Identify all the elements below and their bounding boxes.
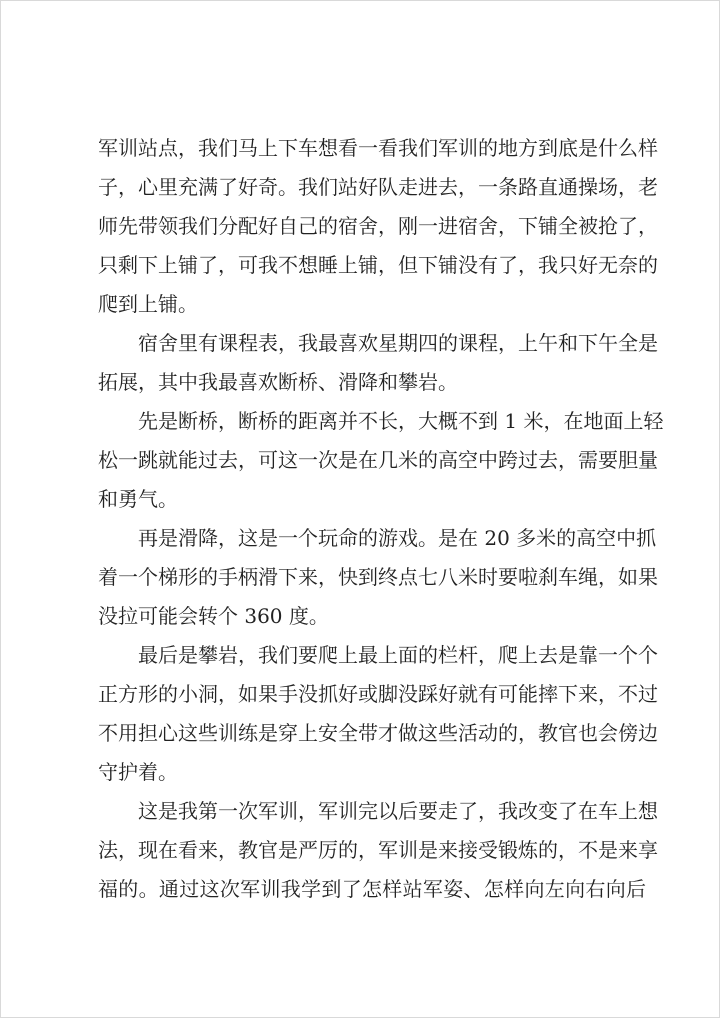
text-line: 和勇气。 bbox=[98, 487, 178, 511]
text-line: 再是滑降，这是一个玩命的游戏。是在 20 多米的高空中抓 bbox=[138, 526, 657, 550]
text-line: 师先带领我们分配好自己的宿舍，刚一进宿舍，下铺全被抢了， bbox=[98, 214, 658, 238]
text-line: 最后是攀岩，我们要爬上最上面的栏杆，爬上去是靠一个个 bbox=[138, 643, 658, 667]
text-line: 没拉可能会转个 360 度。 bbox=[98, 604, 329, 628]
paragraph bbox=[98, 129, 658, 324]
text-line: 爬到上铺。 bbox=[98, 292, 198, 316]
paragraph bbox=[98, 519, 658, 636]
text-line: 只剩下上铺了，可我不想睡上铺，但下铺没有了，我只好无奈的 bbox=[98, 253, 658, 277]
text-line: 法，现在看来，教官是严厉的，军训是来接受锻炼的，不是来享 bbox=[98, 838, 658, 862]
paragraph bbox=[98, 792, 658, 909]
text-line: 着一个梯形的手柄滑下来，快到终点七八米时要啦刹车绳，如果 bbox=[98, 565, 658, 589]
text-line: 先是断桥，断桥的距离并不长，大概不到 1 米，在地面上轻 bbox=[138, 409, 664, 433]
text-line: 军训站点，我们马上下车想看一看我们军训的地方到底是什么样 bbox=[98, 136, 658, 160]
text-line: 这是我第一次军训，军训完以后要走了，我改变了在车上想 bbox=[138, 799, 658, 823]
text-line: 正方形的小洞，如果手没抓好或脚没踩好就有可能摔下来，不过 bbox=[98, 682, 658, 706]
text-line: 福的。通过这次军训我学到了怎样站军姿、怎样向左向右向后 bbox=[98, 877, 646, 901]
text-line: 不用担心这些训练是穿上安全带才做这些活动的，教官也会傍边 bbox=[98, 721, 658, 745]
text-line: 宿舍里有课程表，我最喜欢星期四的课程，上午和下午全是 bbox=[138, 331, 658, 355]
document-body bbox=[98, 129, 664, 909]
text-line: 松一跳就能过去，可这一次是在几米的高空中跨过去，需要胆量 bbox=[98, 448, 658, 472]
text-line: 子，心里充满了好奇。我们站好队走进去，一条路直通操场，老 bbox=[98, 175, 658, 199]
text-line: 守护着。 bbox=[98, 760, 178, 784]
text-line: 拓展，其中我最喜欢断桥、滑降和攀岩。 bbox=[98, 370, 458, 394]
paragraph bbox=[98, 324, 658, 402]
paragraph bbox=[98, 636, 658, 792]
paragraph bbox=[98, 402, 664, 519]
